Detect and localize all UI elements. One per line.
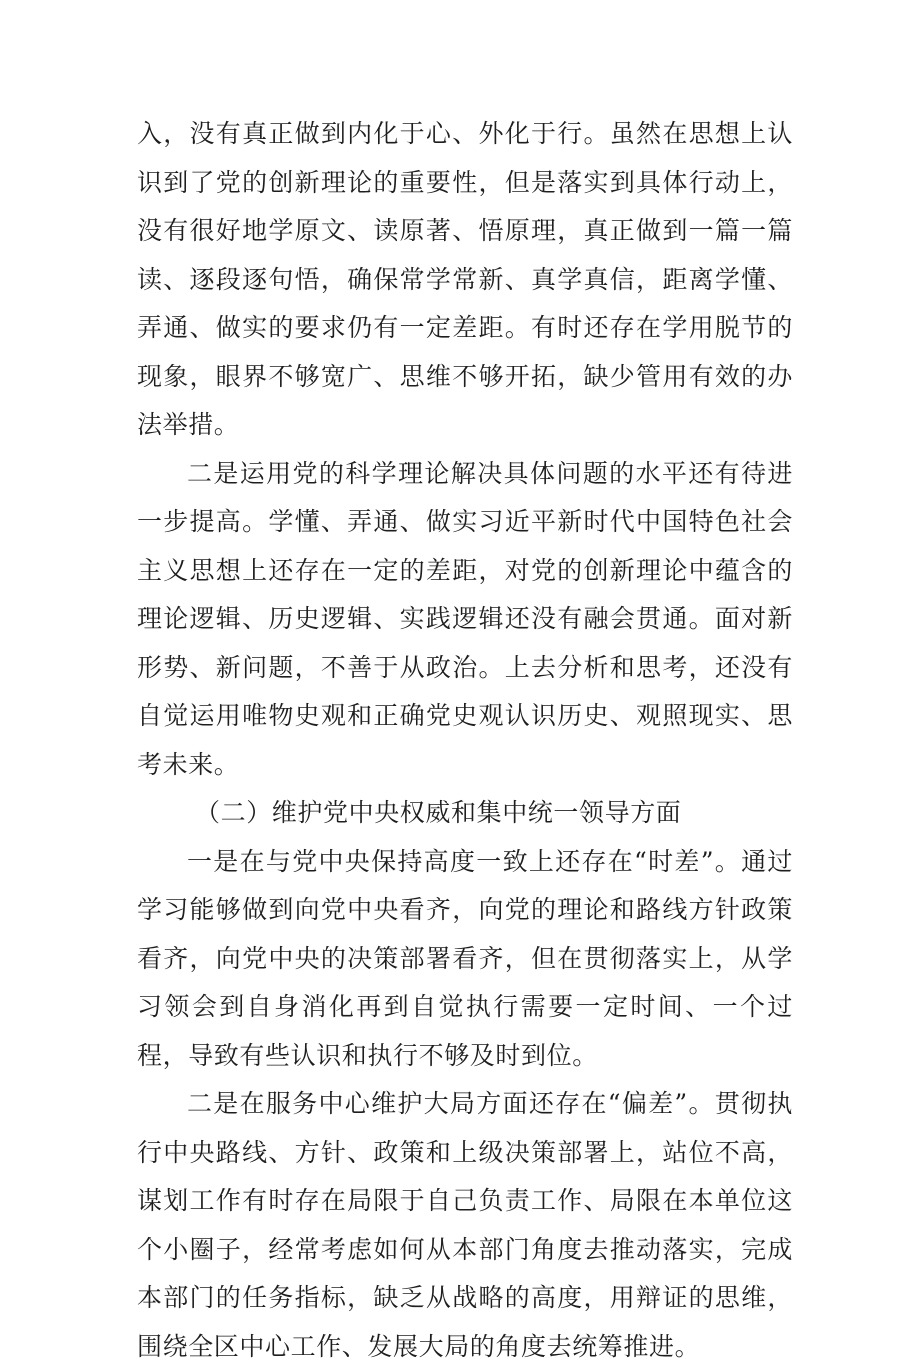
paragraph-continuation: 入，没有真正做到内化于心、外化于行。虽然在思想上认识到了党的创新理论的重要性，但是落实到具体行动上，没有很好地学原文、读原著、悟原理，真正做到一篇一篇读、逐段逐句悟，确保常学常新、真学真信，距离学懂、弄通、做实的要求仍有一定差距。有时还存在学用脱节的现象，眼界不够宽广、思维不够开拓，缺少管用有效的办法举措。 [137, 119, 793, 439]
paragraph-theory-application: 二是运用党的科学理论解决具体问题的水平还有待进一步提高。学懂、弄通、做实习近平新时代中国特色社会主义思想上还存在一定的差距，对党的创新理论中蕴含的理论逻辑、历史逻辑、实践逻辑还没有融会贯通。面对新形势、新问题，不善于从政治。上去分析和思考，还没有自觉运用唯物史观和正确党史观认识历史、观照现实、思考未来。 [137, 458, 793, 779]
paragraph-time-lag: 一是在与党中央保持高度一致上还存在“时差”。通过学习能够做到向党中央看齐，向党的理论和路线方针政策看齐，向党中央的决策部署看齐，但在贯彻落实上，从学习领会到自身消化再到自觉执行需要一定时间、一个过程，导致有些认识和执行不够及时到位。 [137, 846, 793, 1070]
paragraph-deviation: 二是在服务中心维护大局方面还存在“偏差”。贯彻执行中央路线、方针、政策和上级决策部署上，站位不高，谋划工作有时存在局限于自己负责工作、局限在本单位这个小圈子，经常考虑如何从本部门角度去推动落实，完成本部门的任务指标，缺乏从战略的高度，用辩证的思维，围绕全区中心工作、发展大局的角度去统筹推进。 [137, 1089, 793, 1361]
section-heading: （二）维护党中央权威和集中统一领导方面 [195, 798, 682, 827]
document-body [137, 110, 793, 1371]
